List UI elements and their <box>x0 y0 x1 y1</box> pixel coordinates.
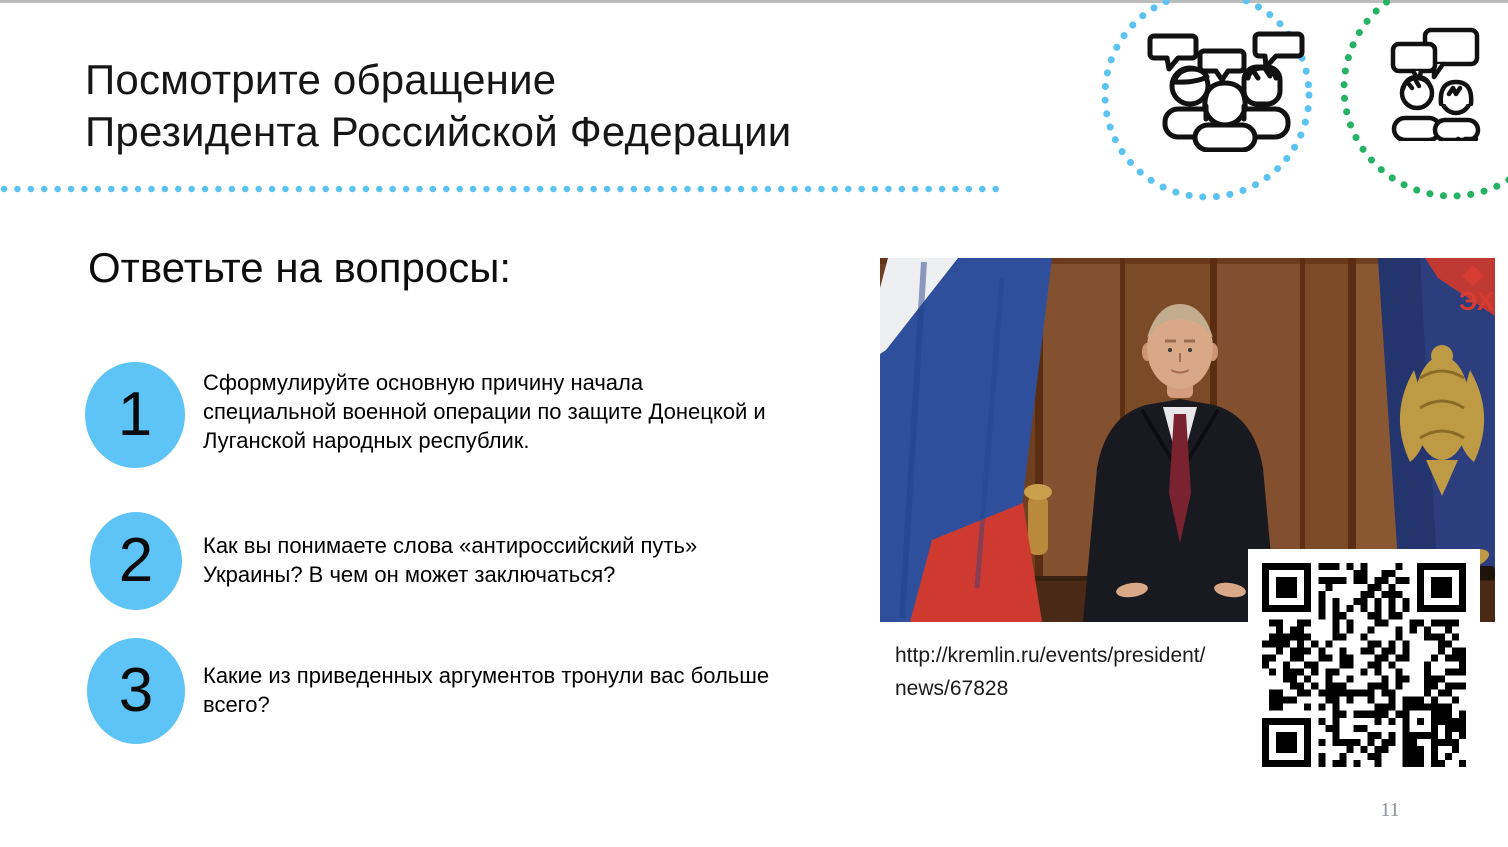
question-text: Какие из приведенных аргументов тронули вас больше всего? <box>203 663 770 717</box>
title-line-2: Президента Российской Федерации <box>85 108 792 155</box>
section-heading: Ответьте на вопросы: <box>88 244 512 291</box>
top-divider-line <box>0 0 1508 3</box>
question-item-1 <box>85 362 766 468</box>
slide-page-number: 11 <box>1380 799 1400 821</box>
group-discussion-icon <box>1140 22 1310 152</box>
qr-code <box>1248 549 1480 781</box>
svg-text:ЭХ: ЭХ <box>1459 286 1495 316</box>
question-text: Как вы понимаете слова «антироссийский путь» Украины? В чем он может заключаться? <box>203 533 698 587</box>
question-item-3 <box>87 638 769 744</box>
question-text: Сформулируйте основную причину начала специальной военной операции по защите Донецкой и Луганской народных республик. <box>203 370 766 453</box>
conversation-pair-icon <box>1383 26 1483 141</box>
question-number-badge: 3 <box>87 638 185 744</box>
video-source-link[interactable]: http://kremlin.ru/events/president/ news/67828 <box>895 644 1206 700</box>
title-line-1: Посмотрите обращение <box>85 56 557 103</box>
russian-flag <box>880 258 1052 622</box>
question-number-badge: 1 <box>85 362 185 468</box>
question-number-badge: 2 <box>90 512 182 610</box>
question-item-2 <box>90 512 697 610</box>
page-title <box>85 54 791 158</box>
